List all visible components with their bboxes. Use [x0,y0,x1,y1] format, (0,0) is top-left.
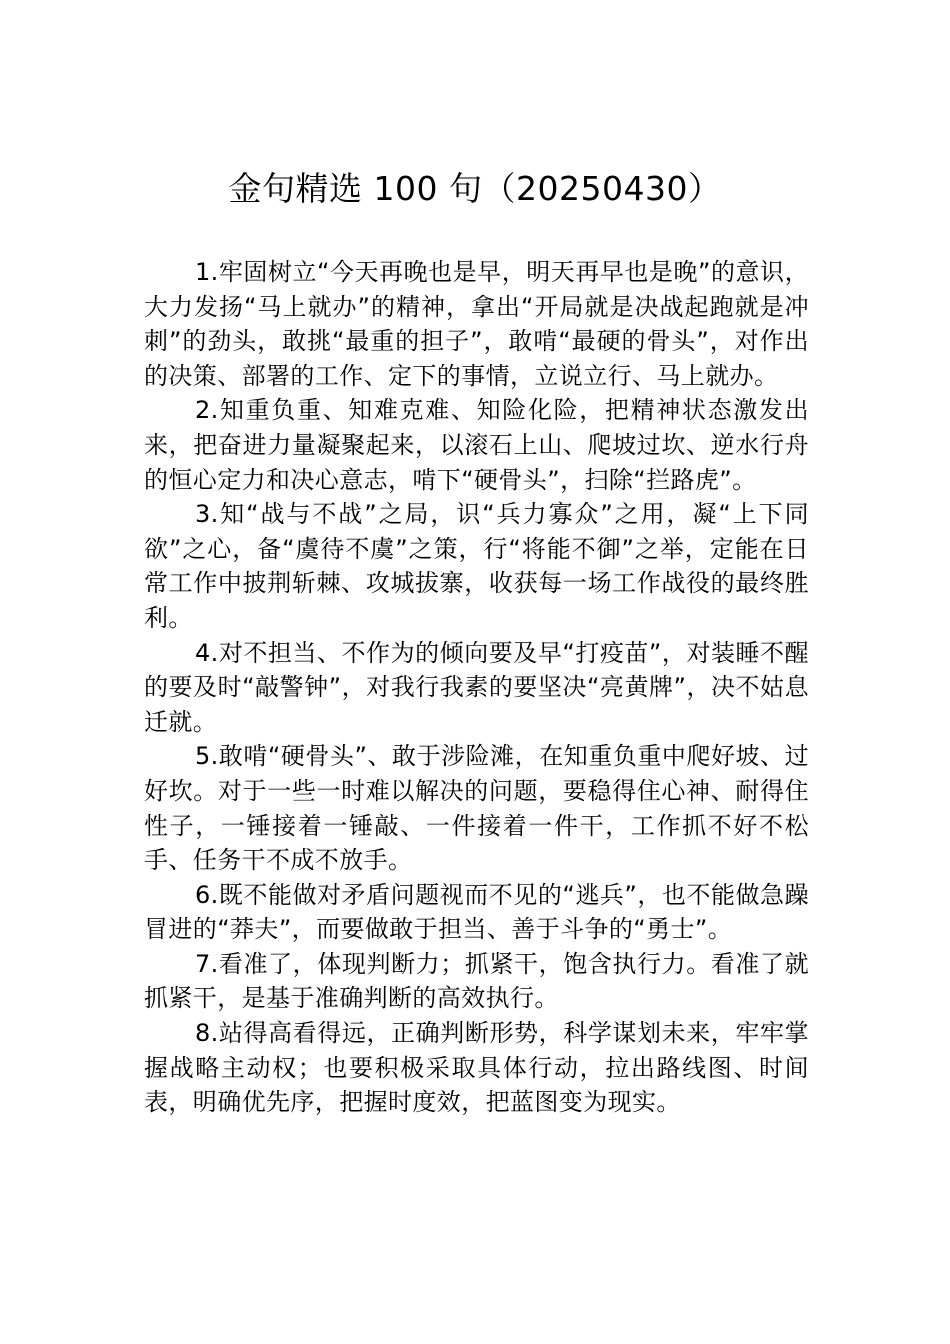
paragraph-3: 3.知“战与不战”之局，识“兵力寡众”之用，凝“上下同欲”之心，备“虞待不虞”之策，行“将能不御”之举，定能在日常工作中披荆斩棘、攻城拔寨，收获每一场工作战役的最终胜利。 [144,500,809,632]
document-title: 金句精选 100 句（20250430） [228,169,722,208]
paragraph-6: 6.既不能做对矛盾问题视而不见的“逃兵”，也不能做急躁冒进的“莽夫”，而要做敢于担当、善于斗争的“勇士”。 [144,880,809,944]
paragraph-8: 8.站得高看得远，正确判断形势，科学谋划未来，牢牢掌握战略主动权；也要积极采取具体行动，拉出路线图、时间表，明确优先序，把握时度效，把蓝图变为现实。 [144,1019,809,1117]
document-body [144,255,809,1120]
paragraph-5: 5.敢啃“硬骨头”、敢于涉险滩，在知重负重中爬好坡、过好坎。对于一些一时难以解决的问题，要稳得住心神、耐得住性子，一锤接着一锤敲、一件接着一件干，工作抓不好不松手、任务干不成不放手。 [144,742,809,875]
paragraph-2: 2.知重负重、知难克难、知险化险，把精神状态激发出来，把奋进力量凝聚起来，以滚石上山、爬坡过坎、逆水行舟的恒心定力和决心意志，啃下“硬骨头”，扫除“拦路虎”。 [144,396,809,494]
paragraph-7: 7.看准了，体现判断力；抓紧干，饱含执行力。看准了就抓紧干，是基于准确判断的高效执行。 [144,949,809,1013]
paragraph-4: 4.对不担当、不作为的倾向要及早“打疫苗”，对装睡不醒的要及时“敲警钟”，对我行我素的要坚决“亮黄牌”，决不姑息迁就。 [144,638,809,736]
paragraph-1: 1.牢固树立“今天再晚也是早，明天再早也是晚”的意识，大力发扬“马上就办”的精神，拿出“开局就是决战起跑就是冲刺”的劲头，敢挑“最重的担子”，敢啃“最硬的骨头”，对作出的决策、部署的工作、定下的事情，立说立行、马上就办。 [144,258,809,390]
